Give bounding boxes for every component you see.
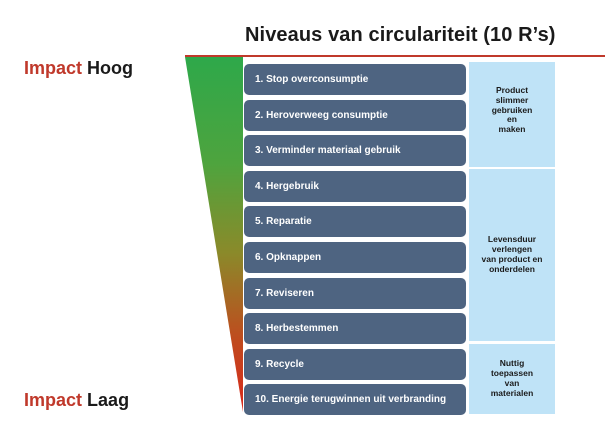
category-label: Product slimmer gebruiken en maken (491, 85, 533, 135)
category-label: Levensduur verlengen van product en onderdelen (481, 234, 543, 274)
category-smarter-use (469, 62, 555, 167)
r-level-step: 4. Hergebruik (244, 171, 466, 202)
diagram-title: Niveaus van circulariteit (10 R’s) (245, 24, 556, 46)
r-level-step: 10. Energie terugwinnen uit verbranding (244, 384, 466, 415)
r-level-step: 8. Herbestemmen (244, 313, 466, 344)
impact-low-word1: Impact (24, 390, 83, 410)
r-level-step: 2. Heroverweeg consumptie (244, 100, 466, 131)
impact-gradient-wedge (185, 57, 245, 417)
impact-high-word1: Impact (24, 58, 83, 78)
impact-high-label (24, 58, 133, 79)
r-level-step: 1. Stop overconsumptie (244, 64, 466, 95)
r-level-step: 3. Verminder materiaal gebruik (244, 135, 466, 166)
r-level-step: 7. Reviseren (244, 278, 466, 309)
r-levels-list (244, 64, 466, 420)
impact-high-word2: Hoog (87, 58, 134, 78)
r-level-step: 6. Opknappen (244, 242, 466, 273)
r-level-step: 9. Recycle (244, 349, 466, 380)
category-useful-materials (469, 344, 555, 414)
impact-low-label (24, 390, 129, 411)
impact-low-word2: Laag (87, 390, 130, 410)
r-level-step: 5. Reparatie (244, 206, 466, 237)
category-label: Nuttig toepassen van materialen (490, 358, 534, 398)
title-underline (185, 55, 605, 57)
category-extend-lifespan (469, 169, 555, 341)
